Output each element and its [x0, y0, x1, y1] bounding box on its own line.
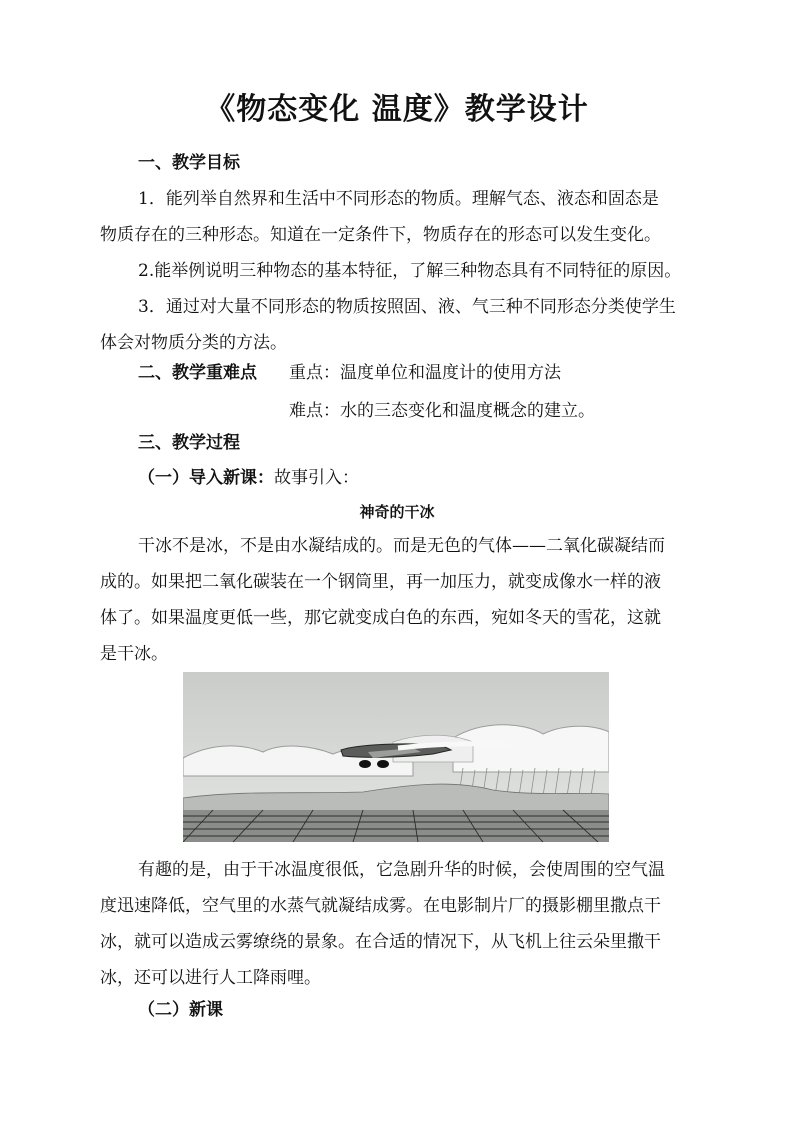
story-p2-line-2: 度迅速降低，空气里的水蒸气就凝结成雾。在电影制片厂的摄影棚里撒点干 — [100, 896, 661, 916]
objective-3-line-1: 3．通过对大量不同形态的物质按照固、液、气三种不同形态分类使学生 — [138, 297, 676, 317]
section-heading-key-points: 二、教学重难点 — [138, 363, 257, 383]
objective-3-line-2: 体会对物质分类的方法。 — [100, 333, 287, 353]
objective-1-line-1: 1．能列举自然界和生活中不同形态的物质。理解气态、液态和固态是 — [138, 189, 659, 209]
story-p2-line-1: 有趣的是，由于干冰温度很低，它急剧升华的时候，会使周围的空气温 — [138, 860, 665, 880]
section-heading-process: 三、教学过程 — [138, 433, 240, 453]
story-title: 神奇的干冰 — [359, 503, 435, 521]
document-title: 《物态变化 温度》教学设计 — [205, 92, 589, 127]
story-p2-line-3: 冰，就可以造成云雾缭绕的景象。在合适的情况下，从飞机上往云朵里撒干 — [100, 932, 661, 952]
story-p1-line-3: 体了。如果温度更低一些，那它就变成白色的东西，宛如冬天的雪花，这就 — [100, 608, 661, 628]
intro-line — [138, 466, 359, 490]
story-p2-line-4: 冰，还可以进行人工降雨哩。 — [100, 968, 321, 988]
difficult-point: 难点：水的三态变化和温度概念的建立。 — [289, 401, 595, 421]
objective-2: 2.能举例说明三种物态的基本特征，了解三种物态具有不同特征的原因。 — [138, 261, 682, 281]
section-heading-objectives: 一、教学目标 — [138, 153, 240, 173]
objective-1-line-2: 物质存在的三种形态。知道在一定条件下，物质存在的形态可以发生变化。 — [100, 225, 661, 245]
intro-heading: （一）导入新课： — [138, 468, 274, 488]
intro-rest: 故事引入： — [274, 468, 359, 488]
new-lesson-heading: （二）新课 — [138, 1000, 223, 1020]
key-point: 重点：温度单位和温度计的使用方法 — [289, 363, 561, 383]
story-p1-line-4: 是干冰。 — [100, 644, 168, 664]
airplane-cloud-seeding-illustration — [183, 672, 609, 842]
story-p1-line-1: 干冰不是冰，不是由水凝结成的。而是无色的气体——二氧化碳凝结而 — [138, 536, 665, 556]
story-p1-line-2: 成的。如果把二氧化碳装在一个钢筒里，再一加压力，就变成像水一样的液 — [100, 572, 661, 592]
